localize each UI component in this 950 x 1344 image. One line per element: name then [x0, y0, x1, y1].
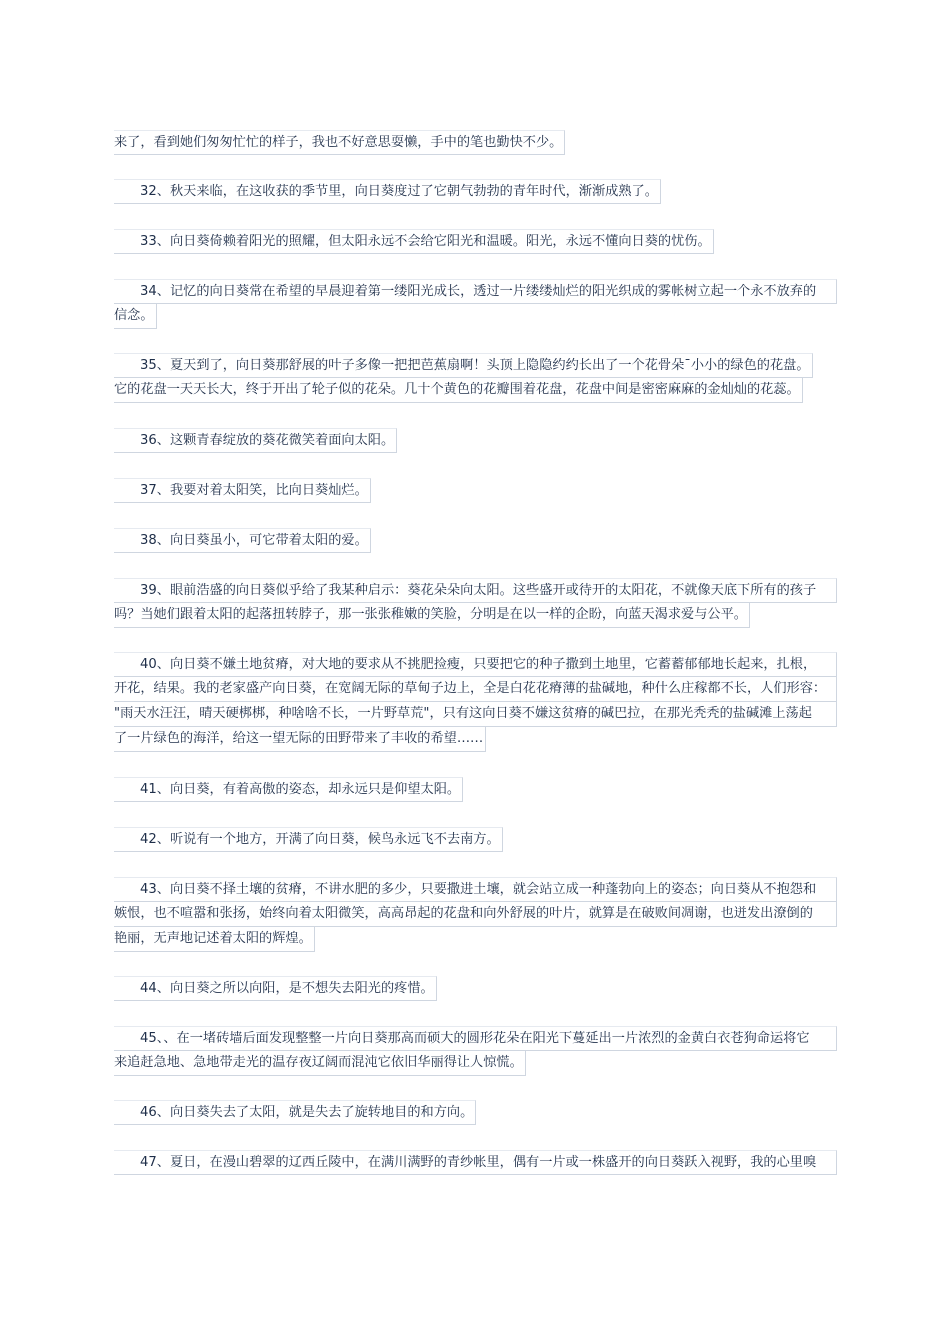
text-line: 开花，结果。我的老家盛产向日葵，在宽阔无际的草甸子边上，全是白花花瘠薄的盐碱地，种什么庄稼都不长，人们形容：: [114, 677, 837, 702]
text-line: "雨天水汪汪，晴天硬梆梆，种啥啥不长，一片野草荒"，只有这向日葵不嫌这贫瘠的碱巴拉，在那光秃秃的盐碱滩上荡起: [114, 702, 837, 727]
text-line: 45、、在一堵砖墙后面发现整整一片向日葵那高而硕大的圆形花朵在阳光下蔓延出一片浓烈的金黄白衣苍狗命运将它: [114, 1026, 837, 1051]
paragraph-33: [114, 229, 714, 254]
paragraph-47: [114, 1150, 837, 1175]
text-line: 艳丽，无声地记述着太阳的辉煌。: [114, 927, 315, 952]
text-line: 吗？当她们跟着太阳的起落扭转脖子，那一张张稚嫩的笑脸，分明是在以一样的企盼，向蓝天渴求爱与公平。: [114, 603, 750, 628]
paragraph-39: [114, 578, 837, 628]
text-line: 40、向日葵不嫌土地贫瘠，对大地的要求从不挑肥捡瘦，只要把它的种子撒到土地里，它蓄蓄郁郁地长起来，扎根，: [114, 652, 837, 677]
paragraph-36: [114, 428, 397, 453]
text-line: 41、向日葵，有着高傲的姿态，却永远只是仰望太阳。: [114, 777, 463, 802]
text-line: 嫉恨，也不喧嚣和张扬，始终向着太阳微笑，高高昂起的花盘和向外舒展的叶片，就算是在破败间凋谢，也迸发出潦倒的: [114, 902, 837, 927]
text-line: 46、向日葵失去了太阳，就是失去了旋转地目的和方向。: [114, 1100, 476, 1125]
paragraph-45: [114, 1026, 837, 1076]
text-line: 来了，看到她们匆匆忙忙的样子，我也不好意思耍懒，手中的笔也勤快不少。: [114, 130, 565, 155]
text-line: 38、向日葵虽小，可它带着太阳的爱。: [114, 528, 371, 553]
text-line: 44、向日葵之所以向阳，是不想失去阳光的疼惜。: [114, 976, 437, 1001]
text-line: 来追赶急地、急地带走光的温存夜辽阔而混沌它依旧华丽得让人惊慌。: [114, 1051, 526, 1076]
text-line: 它的花盘一天天长大，终于开出了轮子似的花朵。几十个黄色的花瓣围着花盘，花盘中间是密密麻麻的金灿灿的花蕊。: [114, 378, 803, 403]
paragraph-40: [114, 652, 837, 752]
text-line: 34、记忆的向日葵常在希望的早晨迎着第一缕阳光成长，透过一片缕缕灿烂的阳光织成的雾帐树立起一个永不放弃的: [114, 279, 837, 304]
text-line: 39、眼前浩盛的向日葵似乎给了我某种启示：葵花朵朵向太阳。这些盛开或待开的太阳花，不就像天底下所有的孩子: [114, 578, 837, 603]
text-line: 42、听说有一个地方，开满了向日葵，候鸟永远飞不去南方。: [114, 827, 503, 852]
paragraph-37: [114, 478, 371, 503]
paragraph-43: [114, 877, 837, 952]
text-line: 33、向日葵倚赖着阳光的照耀，但太阳永远不会给它阳光和温暖。阳光，永远不懂向日葵的忧伤。: [114, 229, 714, 254]
paragraph-42: [114, 827, 503, 852]
paragraph-46: [114, 1100, 476, 1125]
text-line: 32、秋天来临，在这收获的季节里，向日葵度过了它朝气勃勃的青年时代，渐渐成熟了。: [114, 179, 661, 204]
paragraph-35: [114, 353, 813, 403]
text-line: 了一片绿色的海洋，给这一望无际的田野带来了丰收的希望……: [114, 727, 486, 752]
text-line: 信念。: [114, 304, 157, 329]
text-line: 47、夏日，在漫山碧翠的辽西丘陵中，在满川满野的青纱帐里，偶有一片或一株盛开的向日葵跃入视野，我的心里嗅: [114, 1150, 837, 1175]
text-line: 35、夏天到了，向日葵那舒展的叶子多像一把把芭蕉扇啊！头顶上隐隐约约长出了一个花骨朵¯小小的绿色的花盘。: [114, 353, 813, 378]
paragraph-31-continuation: [114, 130, 565, 155]
text-line: 37、我要对着太阳笑，比向日葵灿烂。: [114, 478, 371, 503]
paragraph-44: [114, 976, 437, 1001]
paragraph-41: [114, 777, 463, 802]
text-line: 36、这颗青春绽放的葵花微笑着面向太阳。: [114, 428, 397, 453]
paragraph-34: [114, 279, 837, 329]
text-line: 43、向日葵不择土壤的贫瘠，不讲水肥的多少，只要撒进土壤，就会站立成一种蓬勃向上的姿态；向日葵从不抱怨和: [114, 877, 837, 902]
paragraph-38: [114, 528, 371, 553]
paragraph-32: [114, 179, 661, 204]
